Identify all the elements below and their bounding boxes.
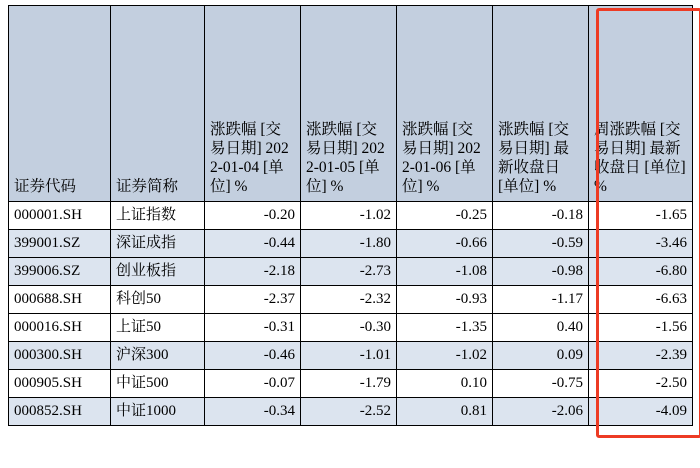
- cell-name: 深证成指: [111, 230, 205, 258]
- cell-change-d2: -1.02: [301, 202, 397, 230]
- column-header-change-2022-01-06: 涨跌幅 [交易日期] 2022-01-06 [单位] %: [397, 6, 493, 202]
- column-header-change-latest: 涨跌幅 [交易日期] 最新收盘日 [单位] %: [493, 6, 589, 202]
- cell-name: 中证500: [111, 370, 205, 398]
- cell-change-d4: -1.17: [493, 286, 589, 314]
- cell-weekly-change: -3.46: [589, 230, 693, 258]
- cell-change-d2: -2.52: [301, 398, 397, 426]
- cell-change-d4: -0.75: [493, 370, 589, 398]
- table-row: [9, 258, 693, 286]
- cell-change-d1: -0.07: [205, 370, 301, 398]
- cell-change-d3: -1.02: [397, 342, 493, 370]
- cell-code: 399001.SZ: [9, 230, 111, 258]
- cell-change-d1: -0.20: [205, 202, 301, 230]
- cell-change-d3: 0.10: [397, 370, 493, 398]
- cell-change-d4: 0.09: [493, 342, 589, 370]
- cell-change-d2: -0.30: [301, 314, 397, 342]
- cell-weekly-change: -2.39: [589, 342, 693, 370]
- cell-weekly-change: -2.50: [589, 370, 693, 398]
- cell-change-d1: -2.18: [205, 258, 301, 286]
- table-row: [9, 286, 693, 314]
- table-row: [9, 342, 693, 370]
- column-header-weekly-change: 周涨跌幅 [交易日期] 最新收盘日 [单位] %: [589, 6, 693, 202]
- cell-change-d2: -1.80: [301, 230, 397, 258]
- cell-weekly-change: -6.80: [589, 258, 693, 286]
- cell-change-d4: 0.40: [493, 314, 589, 342]
- cell-change-d1: -0.34: [205, 398, 301, 426]
- cell-code: 000001.SH: [9, 202, 111, 230]
- cell-name: 科创50: [111, 286, 205, 314]
- column-header-name: 证券简称: [111, 6, 205, 202]
- cell-name: 中证1000: [111, 398, 205, 426]
- cell-code: 000852.SH: [9, 398, 111, 426]
- cell-change-d1: -2.37: [205, 286, 301, 314]
- cell-code: 000016.SH: [9, 314, 111, 342]
- cell-change-d3: -1.08: [397, 258, 493, 286]
- cell-change-d3: -1.35: [397, 314, 493, 342]
- cell-change-d4: -0.18: [493, 202, 589, 230]
- cell-code: 000300.SH: [9, 342, 111, 370]
- cell-change-d2: -2.32: [301, 286, 397, 314]
- table-row: [9, 202, 693, 230]
- cell-change-d3: -0.93: [397, 286, 493, 314]
- cell-change-d4: -0.98: [493, 258, 589, 286]
- table-row: [9, 230, 693, 258]
- table-header-row: [9, 6, 693, 202]
- cell-weekly-change: -6.63: [589, 286, 693, 314]
- column-header-change-2022-01-04: 涨跌幅 [交易日期] 2022-01-04 [单位] %: [205, 6, 301, 202]
- cell-change-d3: -0.66: [397, 230, 493, 258]
- cell-code: 000688.SH: [9, 286, 111, 314]
- cell-name: 创业板指: [111, 258, 205, 286]
- cell-change-d2: -1.01: [301, 342, 397, 370]
- cell-change-d1: -0.46: [205, 342, 301, 370]
- cell-change-d2: -1.79: [301, 370, 397, 398]
- cell-name: 上证50: [111, 314, 205, 342]
- column-header-code: 证券代码: [9, 6, 111, 202]
- index-performance-table: [8, 5, 693, 426]
- cell-change-d3: -0.25: [397, 202, 493, 230]
- table-row: [9, 370, 693, 398]
- cell-weekly-change: -1.56: [589, 314, 693, 342]
- cell-name: 上证指数: [111, 202, 205, 230]
- cell-weekly-change: -4.09: [589, 398, 693, 426]
- cell-change-d4: -2.06: [493, 398, 589, 426]
- cell-change-d3: 0.81: [397, 398, 493, 426]
- cell-weekly-change: -1.65: [589, 202, 693, 230]
- cell-change-d2: -2.73: [301, 258, 397, 286]
- cell-code: 000905.SH: [9, 370, 111, 398]
- column-header-change-2022-01-05: 涨跌幅 [交易日期] 2022-01-05 [单位] %: [301, 6, 397, 202]
- table-row: [9, 398, 693, 426]
- spreadsheet-table: [8, 5, 692, 426]
- cell-change-d1: -0.31: [205, 314, 301, 342]
- cell-change-d4: -0.59: [493, 230, 589, 258]
- table-row: [9, 314, 693, 342]
- cell-name: 沪深300: [111, 342, 205, 370]
- cell-code: 399006.SZ: [9, 258, 111, 286]
- cell-change-d1: -0.44: [205, 230, 301, 258]
